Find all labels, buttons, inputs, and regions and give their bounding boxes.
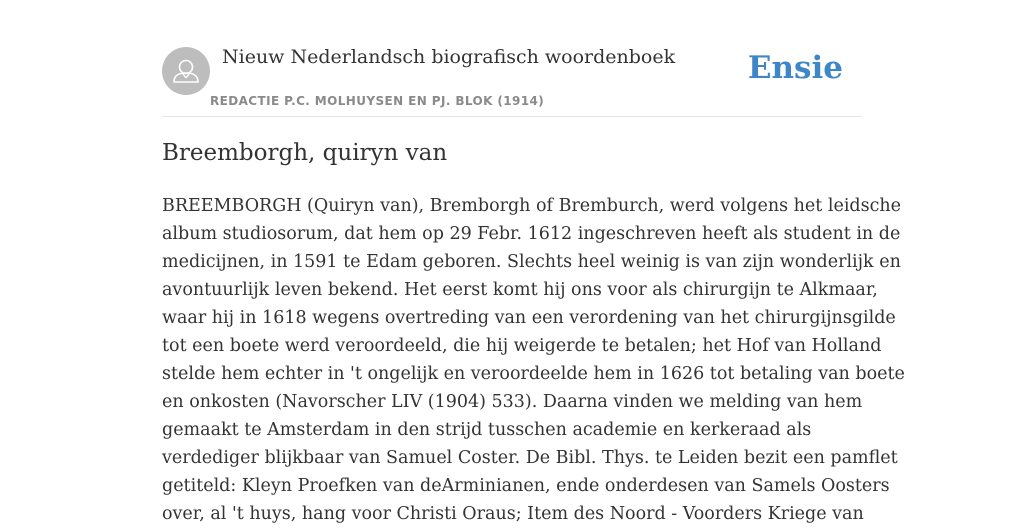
- entry-line: gemaakt te Amsterdam in den strijd tusschen academie en kerkeraad als: [162, 420, 812, 440]
- entry-line: stelde hem echter in 't ongelijk en veroordeelde hem in 1626 tot betaling van boete: [162, 364, 905, 384]
- brand-logo[interactable]: Ensie: [747, 50, 843, 86]
- entry-title: Breemborgh, quiryn van: [162, 140, 448, 166]
- user-icon: [162, 47, 210, 95]
- entry-line: avontuurlijk leven bekend. Het eerst komt hij ons voor als chirurgijn te Alkmaar,: [162, 280, 878, 300]
- source-header: [162, 0, 862, 117]
- entry-line: over, al 't huys, hang voor Christi Oraus; Item des Noord - Voorders Kriege van: [162, 504, 864, 524]
- entry-line: en onkosten (Navorscher LIV (1904) 533). Daarna vinden we melding van hem: [162, 392, 863, 412]
- source-subtitle: REDACTIE P.C. MOLHUYSEN EN PJ. BLOK (1914): [210, 94, 545, 108]
- entry-line: getiteld: Kleyn Proefken van deArminianen, ende onderdesen van Samels Oosters: [162, 476, 890, 496]
- entry-line: album studiosorum, dat hem op 29 Febr. 1612 ingeschreven heeft als student in de: [162, 224, 901, 244]
- source-title[interactable]: Nieuw Nederlandsch biografisch woordenboek: [222, 46, 676, 68]
- entry-line: medicijnen, in 1591 te Edam geboren. Slechts heel weinig is van zijn wonderlijk en: [162, 252, 901, 272]
- entry-line: waar hij in 1618 wegens overtreding van een verordening van het chirurgijnsgilde: [162, 308, 896, 328]
- entry-line: BREEMBORGH (Quiryn van), Bremborgh of Bremburch, werd volgens het leidsche: [162, 196, 902, 216]
- avatar[interactable]: [162, 47, 210, 95]
- entry-line: tot een boete werd veroordeeld, die hij weigerde te betalen; het Hof van Holland: [162, 336, 882, 356]
- entry-line: verdediger blijkbaar van Samuel Coster. De Bibl. Thys. te Leiden bezit een pamflet: [162, 448, 898, 468]
- entry-body: [162, 192, 905, 528]
